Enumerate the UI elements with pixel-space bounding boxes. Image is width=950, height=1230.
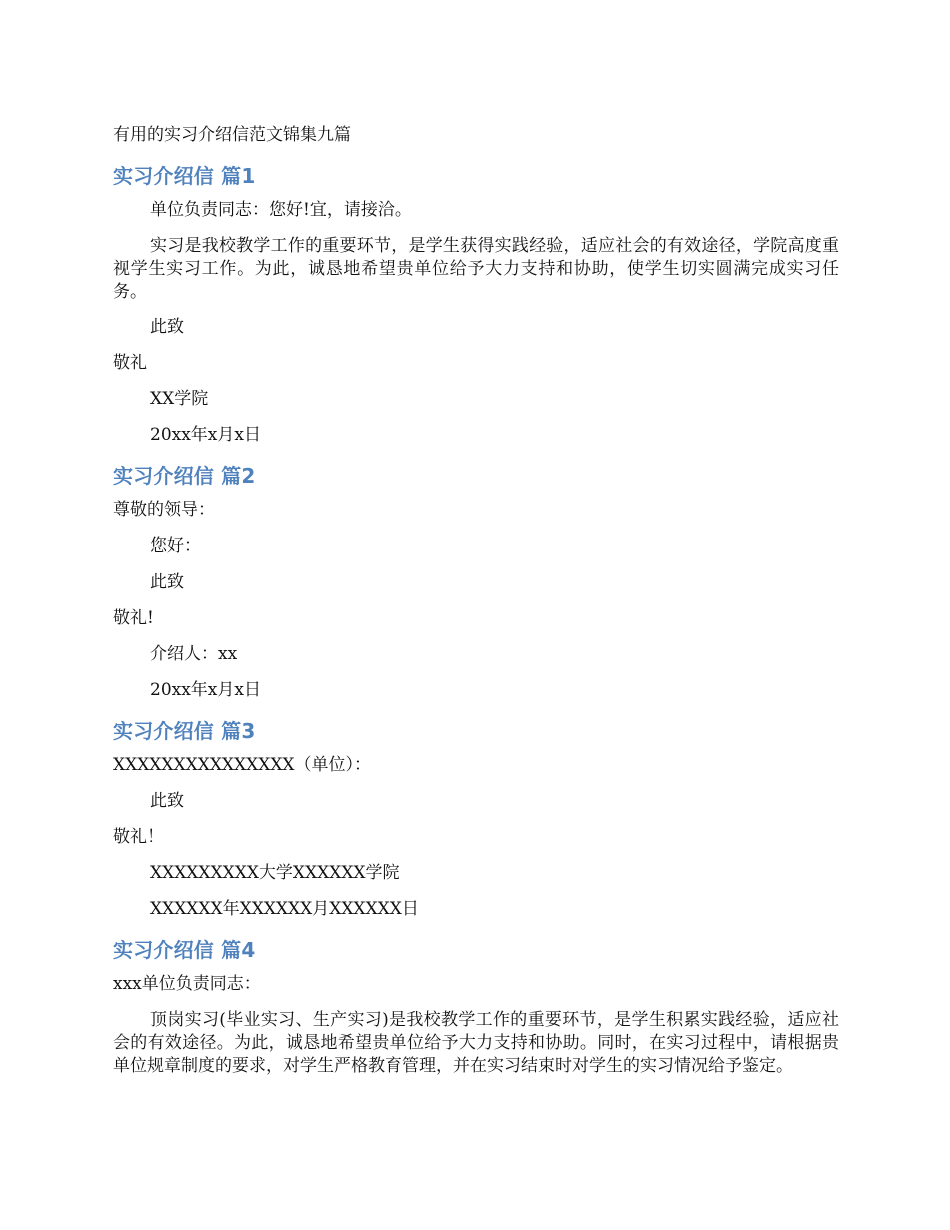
section-4: [113, 937, 839, 1078]
closing-word: 敬礼!: [113, 608, 154, 628]
salutation: 单位负责同志：您好!宜，请接洽。: [150, 200, 412, 220]
closing-word: 敬礼！: [113, 827, 164, 847]
date-line: 20xx年x月x日: [150, 425, 261, 445]
section-2: [113, 463, 839, 702]
introducer: 介绍人：xx: [150, 644, 238, 664]
closing-word: 敬礼: [113, 353, 147, 373]
date-line: 20xx年x月x日: [150, 680, 261, 700]
greeting: 您好：: [150, 536, 201, 556]
date-line: XXXXXX年XXXXXX月XXXXXX日: [150, 899, 419, 919]
section-1: [113, 163, 839, 447]
section-heading: 实习介绍信 篇3: [113, 719, 256, 743]
section-heading: 实习介绍信 篇1: [113, 164, 256, 188]
sender: XXXXXXXXX大学XXXXXX学院: [150, 863, 400, 883]
closing-line: 此致: [150, 572, 184, 592]
salutation: 尊敬的领导：: [113, 500, 215, 520]
section-heading: 实习介绍信 篇2: [113, 464, 256, 488]
body-paragraph: 实习是我校教学工作的重要环节，是学生获得实践经验，适应社会的有效途径，学院高度重视学生实习工作。为此，诚恳地希望贵单位给予大力支持和协助，使学生切实圆满完成实习任务。: [113, 236, 839, 302]
closing-line: 此致: [150, 317, 184, 337]
salutation: XXXXXXXXXXXXXXX（单位）：: [113, 755, 372, 775]
section-heading: 实习介绍信 篇4: [113, 938, 256, 962]
salutation: xxx单位负责同志：: [113, 974, 261, 994]
section-3: [113, 718, 839, 921]
body-paragraph: 顶岗实习(毕业实习、生产实习)是我校教学工作的重要环节，是学生积累实践经验，适应社会的有效途径。为此，诚恳地希望贵单位给予大力支持和协助。同时，在实习过程中，请根据贵单位规章制度的要求，对学生严格教育管理，并在实习结束时对学生的实习情况给予鉴定。: [113, 1010, 839, 1076]
document-content: [113, 124, 839, 1090]
sender: XX学院: [150, 389, 209, 409]
closing-line: 此致: [150, 791, 184, 811]
document-title: 有用的实习介绍信范文锦集九篇: [113, 125, 351, 145]
